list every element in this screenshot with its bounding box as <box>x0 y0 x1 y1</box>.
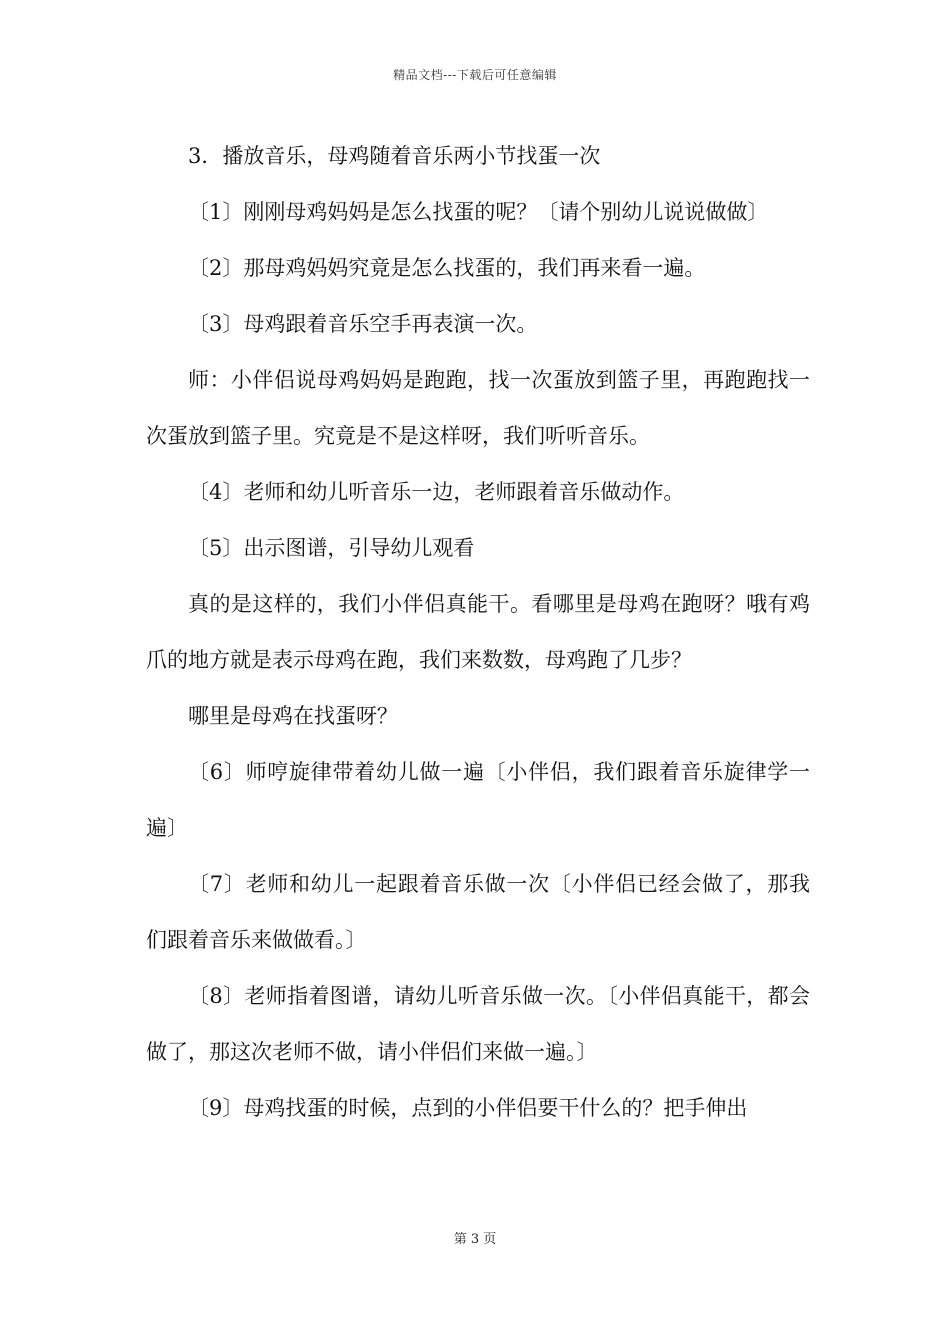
paragraph-sub-3: 〔3〕母鸡跟着音乐空手再表演一次。 <box>188 312 538 336</box>
paragraph-question: 哪里是母鸡在找蛋呀？ <box>188 704 398 728</box>
paragraph-sub-4: 〔4〕老师和幼儿听音乐一边，老师跟着音乐做动作。 <box>188 480 685 504</box>
paragraph-sub-2: 〔2〕那母鸡妈妈究竟是怎么找蛋的，我们再来看一遍。 <box>188 256 706 280</box>
paragraph-sub-9: 〔9〕母鸡找蛋的时候，点到的小伴侣要干什么的？把手伸出 <box>188 1096 748 1120</box>
paragraph-sub-8: 〔8〕老师指着图谱，请幼儿听音乐做一次。〔小伴侣真能干，都会做了，那这次老师不做，请小伴侣们来做一遍。〕 <box>146 984 810 1064</box>
paragraph-step-3: 3．播放音乐，母鸡随着音乐两小节找蛋一次 <box>188 144 601 168</box>
document-body <box>146 128 810 1136</box>
paragraph-sub-1: 〔1〕刚刚母鸡妈妈是怎么找蛋的呢？〔请个别幼儿说说做做〕 <box>188 200 769 224</box>
paragraph-sub-6: 〔6〕师哼旋律带着幼儿做一遍〔小伴侣，我们跟着音乐旋律学一遍〕 <box>146 760 810 840</box>
page-number: 第 3 页 <box>453 1232 497 1247</box>
paragraph-sub-7: 〔7〕老师和幼儿一起跟着音乐做一次〔小伴侣已经会做了，那我们跟着音乐来做做看。〕 <box>146 872 810 952</box>
paragraph-score-explanation: 真的是这样的，我们小伴侣真能干。看哪里是母鸡在跑呀？哦有鸡爪的地方就是表示母鸡在跑，我们来数数，母鸡跑了几步？ <box>146 592 810 672</box>
page-header: 精品文档---下载后可任意编辑 <box>393 68 557 82</box>
paragraph-sub-5: 〔5〕出示图谱，引导幼儿观看 <box>188 536 475 560</box>
paragraph-teacher-dialogue: 师：小伴侣说母鸡妈妈是跑跑，找一次蛋放到篮子里，再跑跑找一次蛋放到篮子里。究竟是不是这样呀，我们听听音乐。 <box>146 368 810 448</box>
